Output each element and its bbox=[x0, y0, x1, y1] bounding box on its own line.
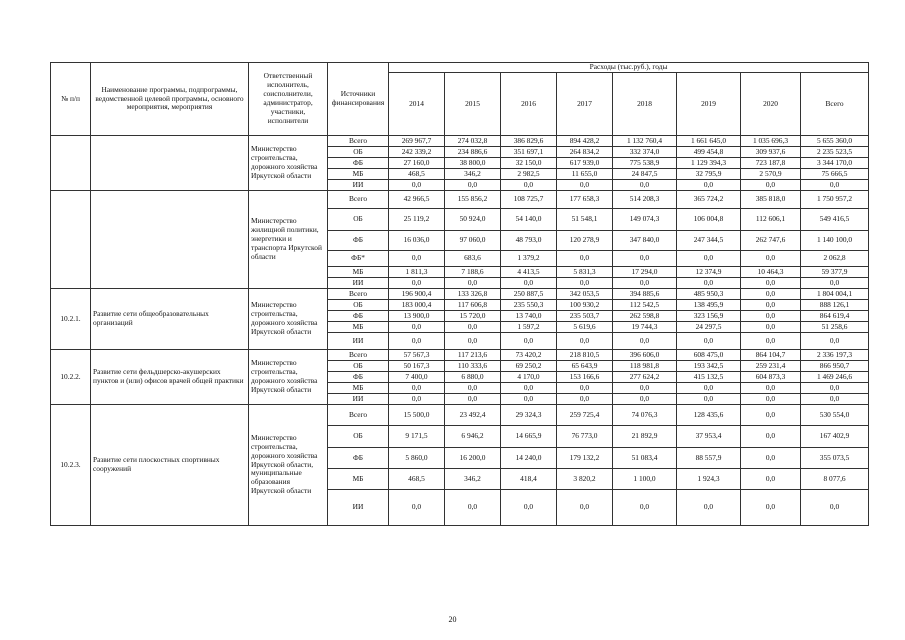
amount-cell: 0,0 bbox=[389, 251, 445, 267]
row-number: 10.2.1. bbox=[51, 289, 91, 350]
amount-cell: 11 655,0 bbox=[557, 169, 613, 180]
amount-cell: 386 829,6 bbox=[501, 136, 557, 147]
row-number: 10.2.2. bbox=[51, 350, 91, 405]
amount-cell: 0,0 bbox=[741, 333, 801, 350]
funding-source: ОБ bbox=[328, 300, 389, 311]
amount-cell: 0,0 bbox=[389, 180, 445, 191]
amount-cell: 365 724,2 bbox=[677, 191, 741, 209]
amount-cell: 5 831,3 bbox=[557, 267, 613, 278]
amount-cell: 0,0 bbox=[677, 180, 741, 191]
amount-cell: 153 166,6 bbox=[557, 372, 613, 383]
amount-cell: 177 658,3 bbox=[557, 191, 613, 209]
amount-cell: 100 930,2 bbox=[557, 300, 613, 311]
amount-cell: 73 420,2 bbox=[501, 350, 557, 361]
amount-cell: 23 492,4 bbox=[445, 405, 501, 426]
funding-source: Всего bbox=[328, 191, 389, 209]
header-year: 2014 bbox=[389, 73, 445, 136]
amount-cell: 468,5 bbox=[389, 169, 445, 180]
amount-cell: 262 747,6 bbox=[741, 231, 801, 251]
amount-cell: 1 811,3 bbox=[389, 267, 445, 278]
funding-source: ФБ bbox=[328, 231, 389, 251]
total-cell: 2 336 197,3 bbox=[801, 350, 869, 361]
funding-source: Всего bbox=[328, 136, 389, 147]
amount-cell: 0,0 bbox=[677, 490, 741, 526]
amount-cell: 259 725,4 bbox=[557, 405, 613, 426]
responsible-executor: Министерство жилищной политики, энергетики и транспорта Иркутской области bbox=[249, 191, 328, 289]
funding-source: ИИ bbox=[328, 333, 389, 350]
amount-cell: 15 500,0 bbox=[389, 405, 445, 426]
amount-cell: 9 171,5 bbox=[389, 426, 445, 448]
amount-cell: 0,0 bbox=[741, 394, 801, 405]
amount-cell: 6 946,2 bbox=[445, 426, 501, 448]
amount-cell: 242 339,2 bbox=[389, 147, 445, 158]
amount-cell: 309 937,6 bbox=[741, 147, 801, 158]
total-cell: 0,0 bbox=[801, 383, 869, 394]
amount-cell: 0,0 bbox=[445, 180, 501, 191]
amount-cell: 0,0 bbox=[389, 278, 445, 289]
funding-source: ОБ bbox=[328, 209, 389, 231]
amount-cell: 32 795,9 bbox=[677, 169, 741, 180]
header-year: 2015 bbox=[445, 73, 501, 136]
amount-cell: 468,5 bbox=[389, 469, 445, 490]
total-cell: 0,0 bbox=[801, 490, 869, 526]
amount-cell: 74 076,3 bbox=[613, 405, 677, 426]
amount-cell: 346,2 bbox=[445, 469, 501, 490]
amount-cell: 24 847,5 bbox=[613, 169, 677, 180]
amount-cell: 0,0 bbox=[557, 383, 613, 394]
amount-cell: 332 374,0 bbox=[613, 147, 677, 158]
header-name: Наименование программы, подпрограммы, ведомственной целевой программы, основного мероприятия, мероприятия bbox=[91, 63, 249, 136]
header-expenses: Расходы (тыс.руб.), годы bbox=[389, 63, 869, 73]
funding-source: ФБ bbox=[328, 448, 389, 469]
amount-cell: 396 606,0 bbox=[613, 350, 677, 361]
amount-cell: 42 966,5 bbox=[389, 191, 445, 209]
amount-cell: 0,0 bbox=[613, 490, 677, 526]
amount-cell: 0,0 bbox=[613, 278, 677, 289]
funding-source: ФБ bbox=[328, 158, 389, 169]
amount-cell: 7 188,6 bbox=[445, 267, 501, 278]
amount-cell: 0,0 bbox=[741, 180, 801, 191]
amount-cell: 0,0 bbox=[501, 490, 557, 526]
program-name bbox=[91, 136, 249, 191]
amount-cell: 617 939,0 bbox=[557, 158, 613, 169]
total-cell: 3 344 170,0 bbox=[801, 158, 869, 169]
row-number bbox=[51, 191, 91, 289]
amount-cell: 13 740,0 bbox=[501, 311, 557, 322]
amount-cell: 218 810,5 bbox=[557, 350, 613, 361]
amount-cell: 0,0 bbox=[557, 251, 613, 267]
amount-cell: 17 294,0 bbox=[613, 267, 677, 278]
budget-table bbox=[50, 62, 869, 526]
funding-source: Всего bbox=[328, 289, 389, 300]
program-name: Развитие сети общеобразовательных организаций bbox=[91, 289, 249, 350]
amount-cell: 1 129 394,3 bbox=[677, 158, 741, 169]
amount-cell: 0,0 bbox=[389, 394, 445, 405]
amount-cell: 274 032,8 bbox=[445, 136, 501, 147]
total-cell: 0,0 bbox=[801, 278, 869, 289]
total-cell: 0,0 bbox=[801, 333, 869, 350]
header-year: 2019 bbox=[677, 73, 741, 136]
table-row bbox=[51, 350, 869, 361]
amount-cell: 120 278,9 bbox=[557, 231, 613, 251]
row-number: 10.2.3. bbox=[51, 405, 91, 526]
funding-source: Всего bbox=[328, 405, 389, 426]
amount-cell: 25 119,2 bbox=[389, 209, 445, 231]
amount-cell: 0,0 bbox=[741, 311, 801, 322]
amount-cell: 250 887,5 bbox=[501, 289, 557, 300]
amount-cell: 50 167,3 bbox=[389, 361, 445, 372]
amount-cell: 0,0 bbox=[501, 278, 557, 289]
total-cell: 5 655 360,0 bbox=[801, 136, 869, 147]
amount-cell: 21 892,9 bbox=[613, 426, 677, 448]
amount-cell: 2 982,5 bbox=[501, 169, 557, 180]
amount-cell: 342 053,5 bbox=[557, 289, 613, 300]
funding-source: ФБ bbox=[328, 372, 389, 383]
amount-cell: 10 464,3 bbox=[741, 267, 801, 278]
header-year: 2017 bbox=[557, 73, 613, 136]
table-header bbox=[51, 63, 869, 136]
amount-cell: 16 036,0 bbox=[389, 231, 445, 251]
amount-cell: 51 083,4 bbox=[613, 448, 677, 469]
amount-cell: 0,0 bbox=[677, 251, 741, 267]
amount-cell: 38 800,0 bbox=[445, 158, 501, 169]
amount-cell: 514 208,3 bbox=[613, 191, 677, 209]
amount-cell: 499 454,8 bbox=[677, 147, 741, 158]
amount-cell: 485 950,3 bbox=[677, 289, 741, 300]
amount-cell: 88 557,9 bbox=[677, 448, 741, 469]
table-row bbox=[51, 191, 869, 209]
header-year: 2018 bbox=[613, 73, 677, 136]
amount-cell: 14 240,0 bbox=[501, 448, 557, 469]
amount-cell: 183 000,4 bbox=[389, 300, 445, 311]
amount-cell: 24 297,5 bbox=[677, 322, 741, 333]
amount-cell: 723 187,8 bbox=[741, 158, 801, 169]
amount-cell: 19 744,3 bbox=[613, 322, 677, 333]
amount-cell: 1 924,3 bbox=[677, 469, 741, 490]
amount-cell: 277 624,2 bbox=[613, 372, 677, 383]
amount-cell: 415 132,5 bbox=[677, 372, 741, 383]
amount-cell: 4 413,5 bbox=[501, 267, 557, 278]
amount-cell: 4 170,0 bbox=[501, 372, 557, 383]
amount-cell: 0,0 bbox=[445, 322, 501, 333]
amount-cell: 323 156,9 bbox=[677, 311, 741, 322]
funding-source: ОБ bbox=[328, 426, 389, 448]
amount-cell: 106 004,8 bbox=[677, 209, 741, 231]
amount-cell: 48 793,0 bbox=[501, 231, 557, 251]
funding-source: МБ bbox=[328, 267, 389, 278]
amount-cell: 0,0 bbox=[557, 490, 613, 526]
total-cell: 1 140 100,0 bbox=[801, 231, 869, 251]
amount-cell: 0,0 bbox=[501, 333, 557, 350]
amount-cell: 5 860,0 bbox=[389, 448, 445, 469]
amount-cell: 0,0 bbox=[557, 394, 613, 405]
responsible-executor: Министерство строительства, дорожного хозяйства Иркутской области bbox=[249, 350, 328, 405]
amount-cell: 0,0 bbox=[501, 383, 557, 394]
total-cell: 59 377,9 bbox=[801, 267, 869, 278]
amount-cell: 1 379,2 bbox=[501, 251, 557, 267]
amount-cell: 346,2 bbox=[445, 169, 501, 180]
funding-source: ИИ bbox=[328, 490, 389, 526]
table-body bbox=[51, 136, 869, 526]
funding-source: МБ bbox=[328, 322, 389, 333]
amount-cell: 54 140,0 bbox=[501, 209, 557, 231]
amount-cell: 0,0 bbox=[741, 490, 801, 526]
header-total: Всего bbox=[801, 73, 869, 136]
amount-cell: 138 495,9 bbox=[677, 300, 741, 311]
amount-cell: 2 570,9 bbox=[741, 169, 801, 180]
amount-cell: 128 435,6 bbox=[677, 405, 741, 426]
total-cell: 75 666,5 bbox=[801, 169, 869, 180]
amount-cell: 0,0 bbox=[613, 394, 677, 405]
amount-cell: 179 132,2 bbox=[557, 448, 613, 469]
total-cell: 355 073,5 bbox=[801, 448, 869, 469]
amount-cell: 234 886,6 bbox=[445, 147, 501, 158]
amount-cell: 0,0 bbox=[445, 278, 501, 289]
amount-cell: 775 538,9 bbox=[613, 158, 677, 169]
amount-cell: 155 856,2 bbox=[445, 191, 501, 209]
total-cell: 2 062,8 bbox=[801, 251, 869, 267]
amount-cell: 0,0 bbox=[741, 322, 801, 333]
table-row bbox=[51, 405, 869, 426]
header-year: 2016 bbox=[501, 73, 557, 136]
funding-source: ИИ bbox=[328, 394, 389, 405]
amount-cell: 269 967,7 bbox=[389, 136, 445, 147]
total-cell: 549 416,5 bbox=[801, 209, 869, 231]
amount-cell: 1 661 645,0 bbox=[677, 136, 741, 147]
funding-source: МБ bbox=[328, 383, 389, 394]
amount-cell: 264 834,2 bbox=[557, 147, 613, 158]
amount-cell: 117 606,8 bbox=[445, 300, 501, 311]
amount-cell: 97 060,0 bbox=[445, 231, 501, 251]
amount-cell: 0,0 bbox=[677, 333, 741, 350]
amount-cell: 1 597,2 bbox=[501, 322, 557, 333]
total-cell: 2 235 523,5 bbox=[801, 147, 869, 158]
amount-cell: 0,0 bbox=[445, 490, 501, 526]
amount-cell: 0,0 bbox=[741, 448, 801, 469]
amount-cell: 29 324,3 bbox=[501, 405, 557, 426]
amount-cell: 69 250,2 bbox=[501, 361, 557, 372]
amount-cell: 351 697,1 bbox=[501, 147, 557, 158]
amount-cell: 0,0 bbox=[445, 383, 501, 394]
amount-cell: 0,0 bbox=[445, 333, 501, 350]
header-year: 2020 bbox=[741, 73, 801, 136]
row-number bbox=[51, 136, 91, 191]
amount-cell: 604 873,3 bbox=[741, 372, 801, 383]
amount-cell: 65 643,9 bbox=[557, 361, 613, 372]
amount-cell: 5 619,6 bbox=[557, 322, 613, 333]
amount-cell: 0,0 bbox=[501, 394, 557, 405]
total-cell: 8 077,6 bbox=[801, 469, 869, 490]
amount-cell: 13 900,0 bbox=[389, 311, 445, 322]
amount-cell: 683,6 bbox=[445, 251, 501, 267]
header-no: № п/п bbox=[51, 63, 91, 136]
amount-cell: 0,0 bbox=[677, 383, 741, 394]
funding-source: ОБ bbox=[328, 361, 389, 372]
total-cell: 864 619,4 bbox=[801, 311, 869, 322]
amount-cell: 51 548,1 bbox=[557, 209, 613, 231]
funding-source: МБ bbox=[328, 469, 389, 490]
amount-cell: 0,0 bbox=[741, 426, 801, 448]
amount-cell: 108 725,7 bbox=[501, 191, 557, 209]
amount-cell: 0,0 bbox=[389, 383, 445, 394]
funding-source: ФБ* bbox=[328, 251, 389, 267]
table-row bbox=[51, 136, 869, 147]
amount-cell: 149 074,3 bbox=[613, 209, 677, 231]
header-responsible: Ответственный исполнитель, соисполнители, администратор, участники, исполнители bbox=[249, 63, 328, 136]
program-name: Развитие сети плоскостных спортивных сооружений bbox=[91, 405, 249, 526]
amount-cell: 259 231,4 bbox=[741, 361, 801, 372]
amount-cell: 0,0 bbox=[741, 289, 801, 300]
amount-cell: 0,0 bbox=[741, 251, 801, 267]
amount-cell: 112 606,1 bbox=[741, 209, 801, 231]
total-cell: 1 804 004,1 bbox=[801, 289, 869, 300]
total-cell: 888 126,1 bbox=[801, 300, 869, 311]
funding-source: ФБ bbox=[328, 311, 389, 322]
amount-cell: 12 374,9 bbox=[677, 267, 741, 278]
amount-cell: 3 820,2 bbox=[557, 469, 613, 490]
total-cell: 51 258,6 bbox=[801, 322, 869, 333]
amount-cell: 133 326,8 bbox=[445, 289, 501, 300]
amount-cell: 0,0 bbox=[445, 394, 501, 405]
amount-cell: 1 100,0 bbox=[613, 469, 677, 490]
amount-cell: 193 342,5 bbox=[677, 361, 741, 372]
funding-source: ОБ bbox=[328, 147, 389, 158]
amount-cell: 385 818,0 bbox=[741, 191, 801, 209]
amount-cell: 235 550,3 bbox=[501, 300, 557, 311]
amount-cell: 1 035 696,3 bbox=[741, 136, 801, 147]
amount-cell: 0,0 bbox=[389, 490, 445, 526]
amount-cell: 110 333,6 bbox=[445, 361, 501, 372]
amount-cell: 262 598,8 bbox=[613, 311, 677, 322]
amount-cell: 894 428,2 bbox=[557, 136, 613, 147]
funding-source: МБ bbox=[328, 169, 389, 180]
amount-cell: 394 885,6 bbox=[613, 289, 677, 300]
amount-cell: 0,0 bbox=[613, 180, 677, 191]
amount-cell: 0,0 bbox=[557, 333, 613, 350]
amount-cell: 118 981,8 bbox=[613, 361, 677, 372]
total-cell: 0,0 bbox=[801, 180, 869, 191]
total-cell: 1 750 957,2 bbox=[801, 191, 869, 209]
amount-cell: 0,0 bbox=[501, 180, 557, 191]
amount-cell: 6 880,0 bbox=[445, 372, 501, 383]
amount-cell: 1 132 760,4 bbox=[613, 136, 677, 147]
amount-cell: 0,0 bbox=[613, 251, 677, 267]
amount-cell: 16 200,0 bbox=[445, 448, 501, 469]
amount-cell: 14 665,9 bbox=[501, 426, 557, 448]
amount-cell: 247 344,5 bbox=[677, 231, 741, 251]
funding-source: Всего bbox=[328, 350, 389, 361]
amount-cell: 0,0 bbox=[389, 322, 445, 333]
funding-source: ИИ bbox=[328, 180, 389, 191]
amount-cell: 7 400,0 bbox=[389, 372, 445, 383]
amount-cell: 15 720,0 bbox=[445, 311, 501, 322]
amount-cell: 0,0 bbox=[389, 333, 445, 350]
total-cell: 1 469 246,6 bbox=[801, 372, 869, 383]
program-name: Развитие сети фельдшерско-акушерских пунктов и (или) офисов врачей общей практики bbox=[91, 350, 249, 405]
table-row bbox=[51, 289, 869, 300]
amount-cell: 0,0 bbox=[613, 383, 677, 394]
amount-cell: 0,0 bbox=[741, 300, 801, 311]
responsible-executor: Министерство строительства, дорожного хозяйства Иркутской области bbox=[249, 136, 328, 191]
amount-cell: 0,0 bbox=[677, 394, 741, 405]
total-cell: 167 402,9 bbox=[801, 426, 869, 448]
program-name bbox=[91, 191, 249, 289]
total-cell: 0,0 bbox=[801, 394, 869, 405]
amount-cell: 0,0 bbox=[613, 333, 677, 350]
amount-cell: 117 213,6 bbox=[445, 350, 501, 361]
amount-cell: 50 924,0 bbox=[445, 209, 501, 231]
amount-cell: 608 475,0 bbox=[677, 350, 741, 361]
amount-cell: 418,4 bbox=[501, 469, 557, 490]
amount-cell: 0,0 bbox=[677, 278, 741, 289]
page-number: 20 bbox=[448, 615, 457, 624]
total-cell: 530 554,0 bbox=[801, 405, 869, 426]
amount-cell: 0,0 bbox=[557, 278, 613, 289]
amount-cell: 0,0 bbox=[741, 469, 801, 490]
amount-cell: 112 542,5 bbox=[613, 300, 677, 311]
amount-cell: 0,0 bbox=[741, 278, 801, 289]
amount-cell: 864 104,7 bbox=[741, 350, 801, 361]
amount-cell: 0,0 bbox=[741, 405, 801, 426]
responsible-executor: Министерство строительства, дорожного хозяйства Иркутской области bbox=[249, 289, 328, 350]
amount-cell: 196 900,4 bbox=[389, 289, 445, 300]
amount-cell: 76 773,0 bbox=[557, 426, 613, 448]
amount-cell: 0,0 bbox=[741, 383, 801, 394]
amount-cell: 0,0 bbox=[557, 180, 613, 191]
amount-cell: 235 503,7 bbox=[557, 311, 613, 322]
amount-cell: 27 160,0 bbox=[389, 158, 445, 169]
responsible-executor: Министерство строительства, дорожного хозяйства Иркутской области, муниципальные образования Иркутской области bbox=[249, 405, 328, 526]
amount-cell: 347 840,0 bbox=[613, 231, 677, 251]
total-cell: 866 950,7 bbox=[801, 361, 869, 372]
amount-cell: 32 150,0 bbox=[501, 158, 557, 169]
funding-source: ИИ bbox=[328, 278, 389, 289]
header-source: Источники финансирования bbox=[328, 63, 389, 136]
amount-cell: 57 567,3 bbox=[389, 350, 445, 361]
amount-cell: 37 953,4 bbox=[677, 426, 741, 448]
